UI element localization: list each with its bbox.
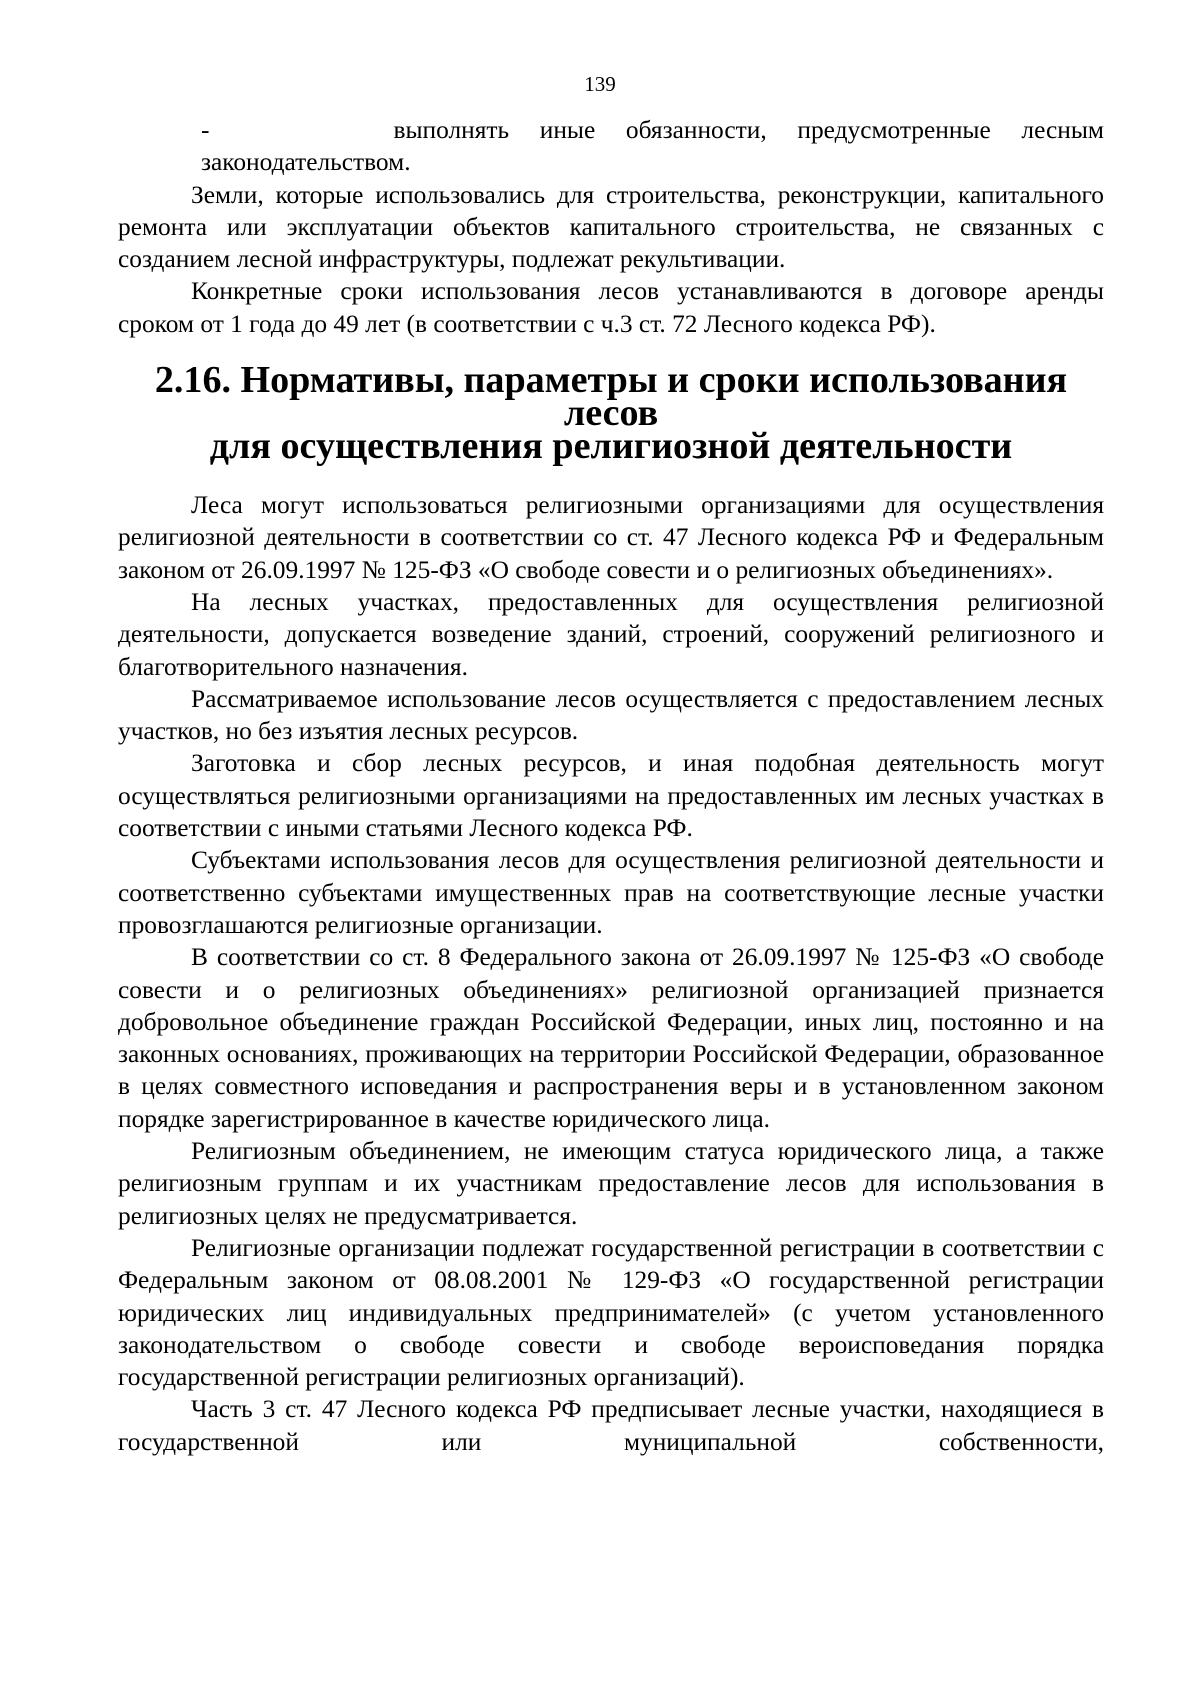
section-heading-line-2: для осуществления религиозной деятельности bbox=[209, 425, 1013, 468]
paragraph-lease-terms: Конкретные сроки использования лесов устанавливаются в договоре аренды сроком от 1 года до 49 лет (в соответствии с ч.3 ст. 72 Лесного кодекса РФ). bbox=[118, 277, 1104, 338]
paragraph-resource-harvesting: Заготовка и сбор лесных ресурсов, и иная подобная деятельность могут осуществляться религиозными организациями на предоставленных им лесных участках в соответствии с иными статьями Лесного кодекса РФ. bbox=[118, 749, 1104, 843]
bullet-item-line-1: - выполнять иные обязанности, предусмотренные лесным bbox=[201, 116, 1104, 144]
paragraph-subjects-of-use: Субъектами использования лесов для осуществления религиозной деятельности и соответственно субъектами имущественных прав на соответствующие лесные участки провозглашаются религиозные организации. bbox=[118, 846, 1104, 939]
page-body bbox=[118, 114, 1104, 1458]
paragraph-religious-use: Леса могут использоваться религиозными организациями для осуществления религиозной деятельности в соответствии со ст. 47 Лесного кодекса РФ и Федеральным законом от 26.09.1997 № 125-ФЗ «О свободе совести и о религиозных объединениях». bbox=[118, 491, 1104, 584]
paragraph-definition-religious-organization: В соответствии со ст. 8 Федерального закона от 26.09.1997 № 125-ФЗ «О свободе совести и о религиозных объединениях» религиозной организацией признается добровольное объединение граждан Российской Федерации, иных лиц, постоянно и на законных основаниях, проживающих на территории Российской Федерации, образованное в целях совместного исповедания и распространения веры и в установленном законом порядке зарегистрированное в качестве юридического лица. bbox=[118, 943, 1104, 1133]
paragraph-no-resource-withdrawal: Рассматриваемое использование лесов осуществляется с предоставлением лесных участков, но без изъятия лесных ресурсов. bbox=[118, 684, 1104, 746]
paragraph-part-3-article-47: Часть 3 ст. 47 Лесного кодекса РФ предписывает лесные участки, находящиеся в государственной или муниципальной собственности, bbox=[118, 1395, 1104, 1456]
paragraph-state-registration: Религиозные организации подлежат государственной регистрации в соответствии с Федеральным законом от 08.08.2001 № 129-ФЗ «О государственной регистрации юридических лиц индивидуальных предпринимателей» (с учетом установленного законодательством о свободе совести и свободе вероисповедания порядка государственной регистрации религиозных организаций). bbox=[118, 1233, 1104, 1392]
bullet-item-line-2: законодательством. bbox=[201, 148, 411, 177]
page-number: 139 bbox=[584, 72, 616, 96]
paragraph-no-legal-entity: Религиозным объединением, не имеющим статуса юридического лица, а также религиозным группам и их участникам предоставление лесов для использования в религиозных целях не предусматривается. bbox=[118, 1137, 1104, 1230]
section-heading-line-1: 2.16. Нормативы, параметры и сроки использования лесов bbox=[154, 359, 1068, 435]
paragraph-land-reclamation: Земли, которые использовались для строительства, реконструкции, капитального ремонта или эксплуатации объектов капитального строительства, не связанных с созданием лесной инфраструктуры, подлежат рекультивации. bbox=[118, 180, 1104, 274]
paragraph-construction-allowed: На лесных участках, предоставленных для осуществления религиозной деятельности, допускается возведение зданий, строений, сооружений религиозного и благотворительного назначения. bbox=[118, 587, 1104, 681]
section-heading bbox=[118, 359, 1104, 468]
